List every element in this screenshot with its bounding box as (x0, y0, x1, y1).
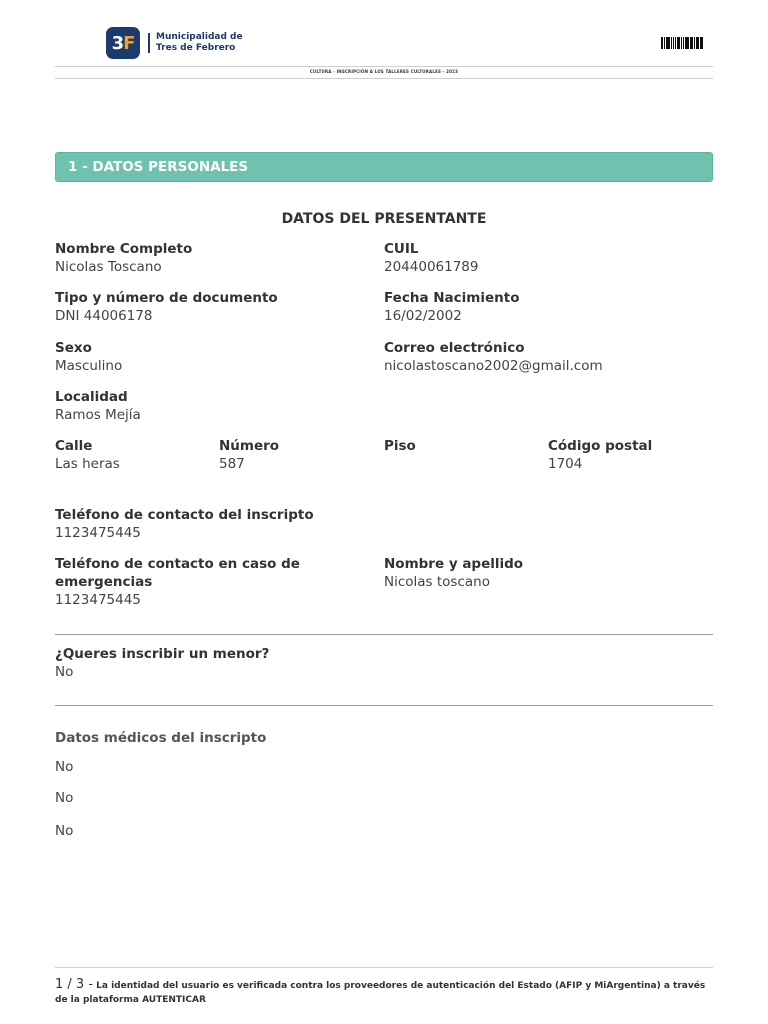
logo-badge-icon (106, 27, 140, 59)
numero-value: 587 (219, 456, 245, 472)
nombre-label: Nombre Completo (55, 241, 193, 257)
medicos-answer: No (55, 823, 74, 839)
logo-divider (148, 33, 150, 53)
logo-digit: 3 (111, 32, 124, 54)
medicos-answer: No (55, 790, 74, 806)
calle-value: Las heras (55, 456, 120, 472)
sexo-label: Sexo (55, 340, 92, 356)
logo-org-name (156, 32, 243, 54)
nombre-value: Nicolas Toscano (55, 259, 162, 275)
logo-org-line1: Municipalidad de (156, 32, 243, 42)
emergencia-label-line1: Teléfono de contacto en caso de (55, 556, 300, 572)
cuil-label: CUIL (384, 241, 419, 257)
footer-divider (55, 967, 713, 968)
localidad-value: Ramos Mejía (55, 407, 141, 423)
documento-value: DNI 44006178 (55, 308, 153, 324)
telefono-label: Teléfono de contacto del inscripto (55, 507, 314, 523)
sexo-value: Masculino (55, 358, 123, 374)
header-divider-bottom (55, 78, 713, 79)
correo-value: nicolastoscano2002@gmail.com (384, 358, 603, 374)
logo-letter: F (123, 32, 135, 54)
divider-medicos (55, 705, 713, 706)
contacto-nombre-value: Nicolas toscano (384, 574, 490, 590)
header-divider-top (55, 66, 713, 67)
municipality-logo (106, 27, 243, 59)
numero-label: Número (219, 438, 280, 454)
medicos-answer: No (55, 759, 74, 775)
nacimiento-label: Fecha Nacimiento (384, 290, 520, 306)
codigo-postal-label: Código postal (548, 438, 653, 454)
divider-menor (55, 634, 713, 635)
nacimiento-value: 16/02/2002 (384, 308, 462, 324)
barcode-icon (661, 37, 703, 49)
menor-question: ¿Queres inscribir un menor? (55, 646, 270, 662)
emergencia-value: 1123475445 (55, 592, 141, 608)
emergencia-label-line2: emergencias (55, 574, 153, 590)
page-indicator: 1 / 3 - (55, 977, 94, 992)
localidad-label: Localidad (55, 389, 128, 405)
piso-label: Piso (384, 438, 416, 454)
codigo-postal-value: 1704 (548, 456, 583, 472)
correo-label: Correo electrónico (384, 340, 525, 356)
menor-answer: No (55, 664, 74, 680)
cuil-value: 20440061789 (384, 259, 479, 275)
footer-note (55, 978, 715, 1007)
presentante-heading: DATOS DEL PRESENTANTE (281, 211, 487, 227)
calle-label: Calle (55, 438, 93, 454)
medicos-heading: Datos médicos del inscripto (55, 730, 267, 746)
contacto-nombre-label: Nombre y apellido (384, 556, 524, 572)
header-caption: CULTURA - INSCRIPCIÓN A LOS TALLERES CULTURALES - 2023 (309, 69, 459, 74)
section-title-bar: 1 - DATOS PERSONALES (55, 152, 713, 182)
telefono-value: 1123475445 (55, 525, 141, 541)
logo-org-line2: Tres de Febrero (156, 43, 236, 53)
documento-label: Tipo y número de documento (55, 290, 278, 306)
verification-text: La identidad del usuario es verificada contra los proveedores de autenticación del Estado (AFIP y MiArgentina) a través de la plataforma AUTENTICAR (55, 981, 706, 1005)
